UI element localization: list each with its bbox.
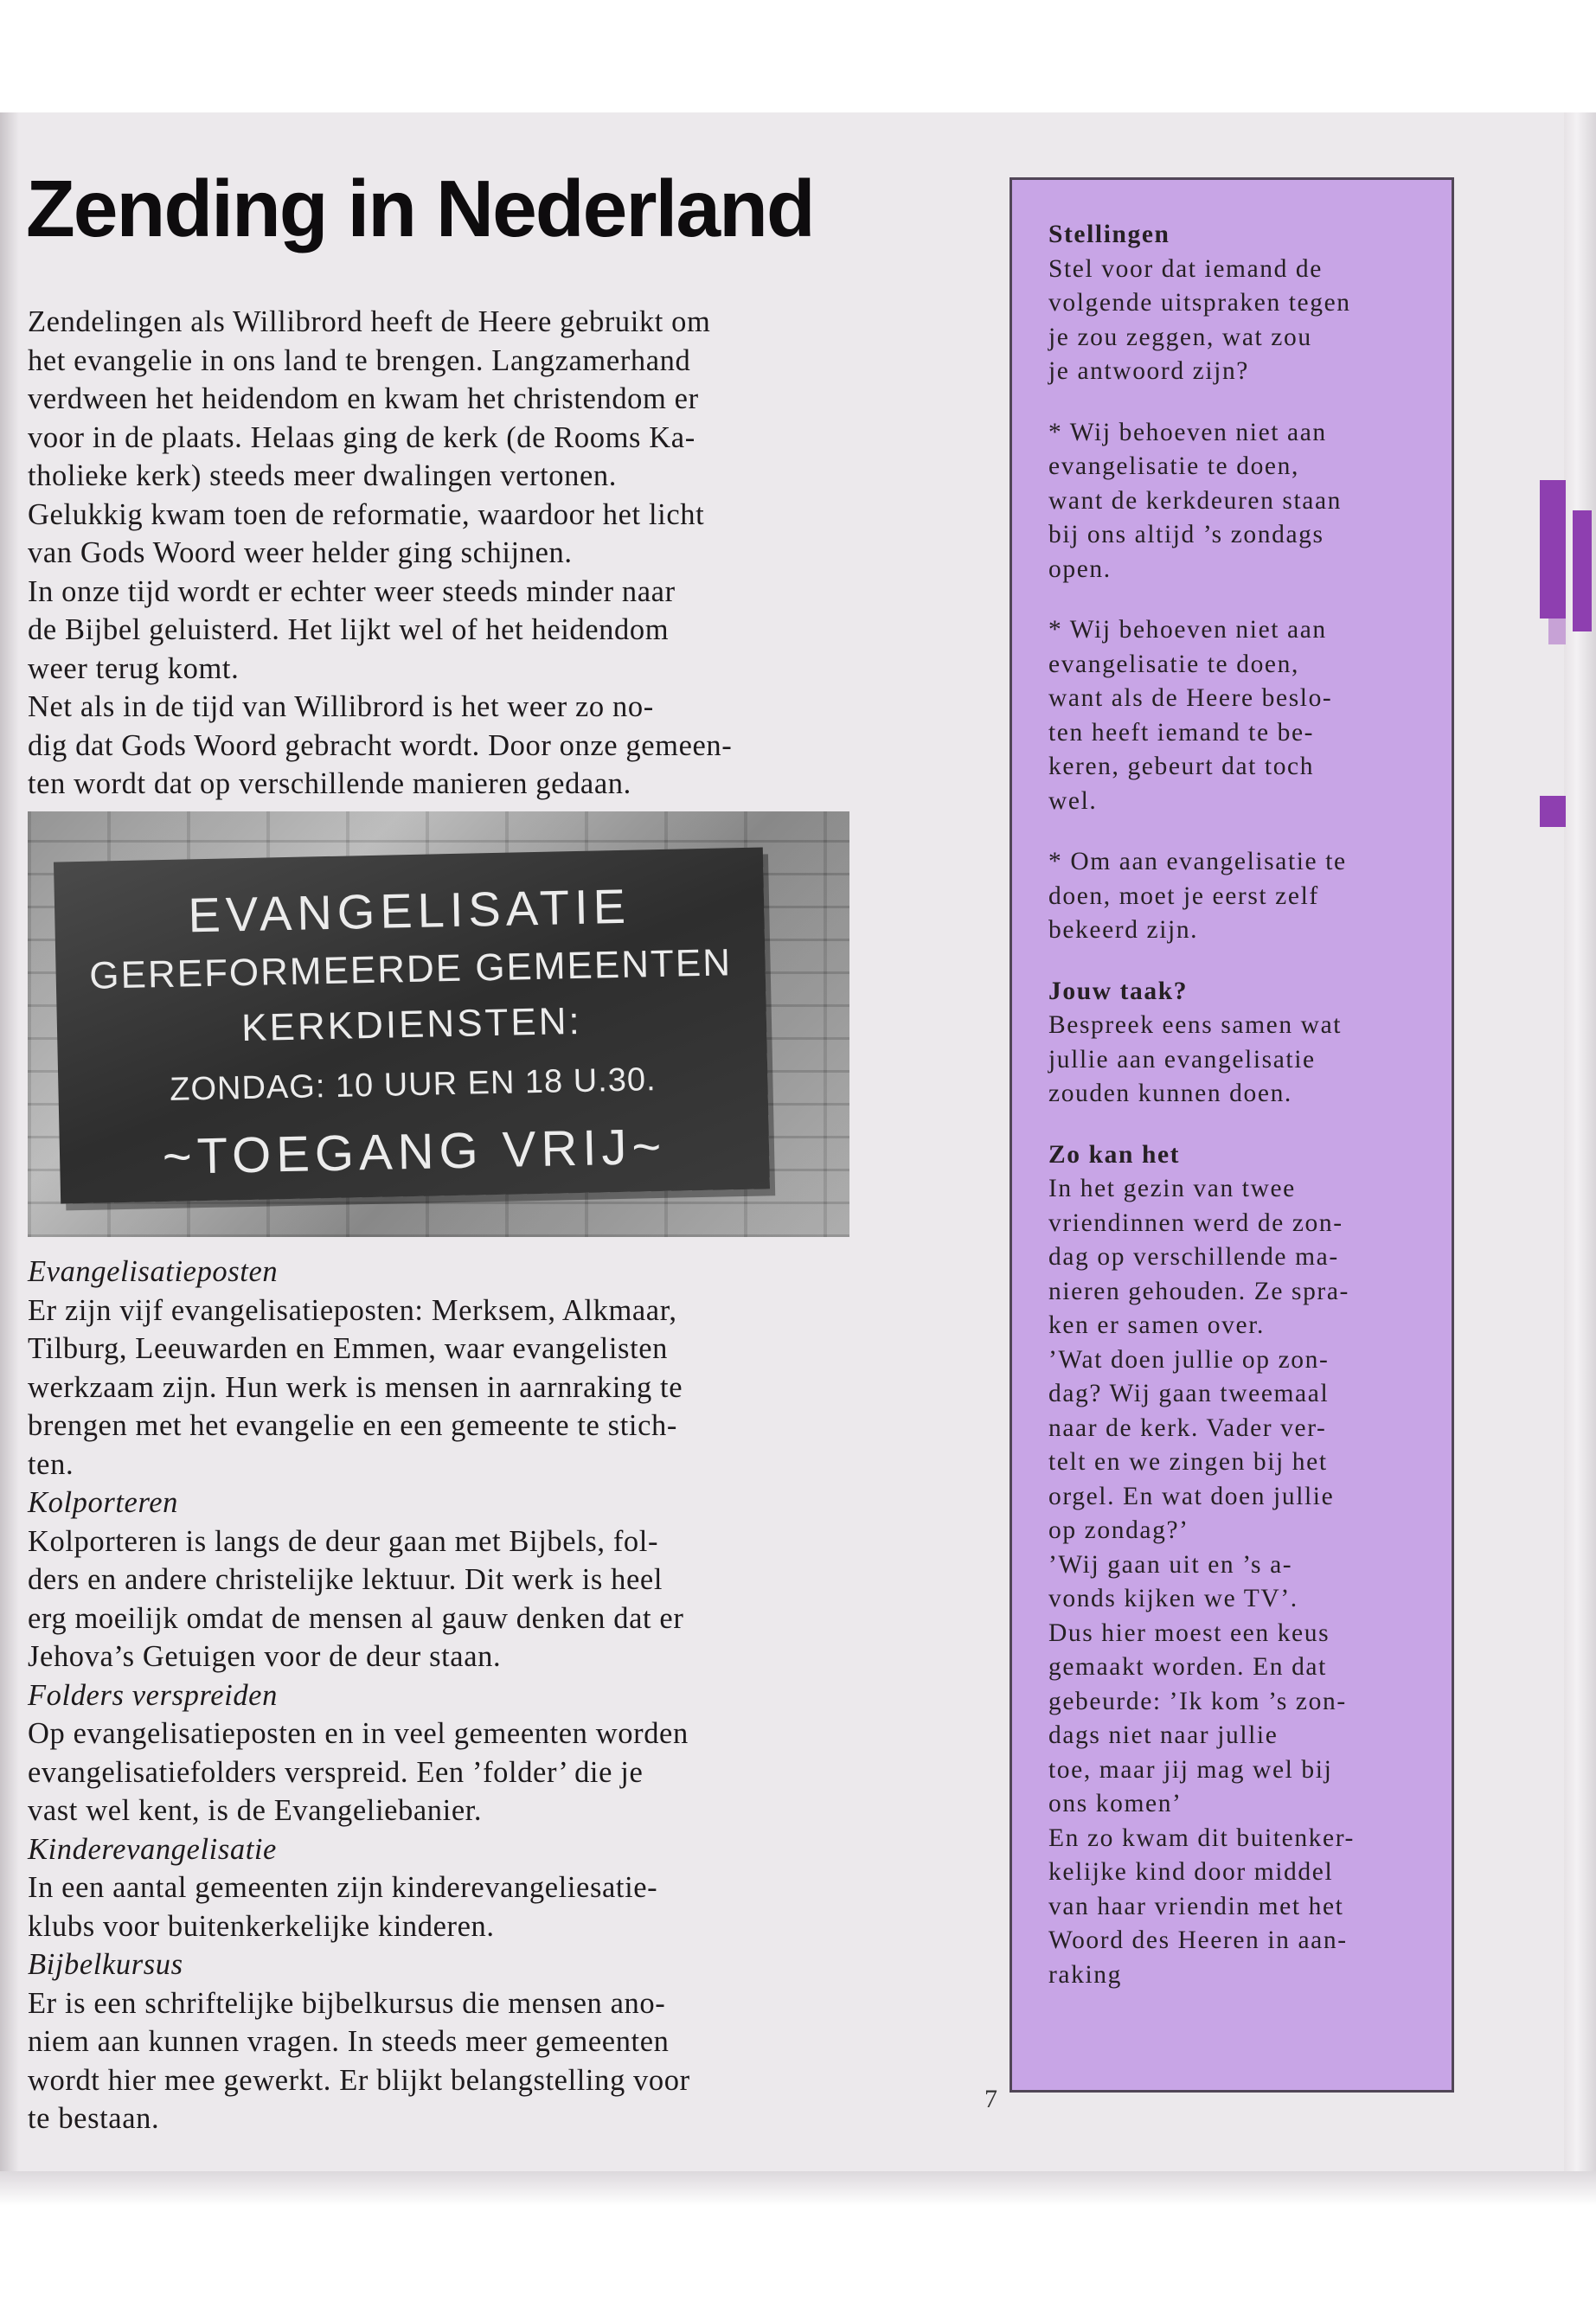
section-line: vast wel kent, is de Evangeliebanier. [28, 1794, 483, 1827]
intro-line: weer terug komt. [28, 651, 240, 685]
story-line: gemaakt worden. En dat [1048, 1653, 1327, 1681]
story-heading: Zo kan het [1048, 1140, 1181, 1169]
section-line: werkzaam zijn. Hun werk is mensen in aarnraking te [28, 1370, 683, 1404]
sidebar-line: je antwoord zijn? [1048, 357, 1249, 385]
task-line: zouden kunnen doen. [1048, 1080, 1292, 1107]
story-line: naar de kerk. Vader ver- [1048, 1413, 1327, 1442]
section-line: wordt hier mee gewerkt. Er blijkt belangstelling voor [28, 2063, 690, 2097]
sign-line: EVANGELISATIE [187, 878, 631, 943]
statement-line: want de kerkdeuren staan [1048, 486, 1343, 515]
page-bottom-shadow [0, 2171, 1596, 2206]
sidebar-line: Stel voor dat iemand de [1048, 254, 1323, 283]
sections-text [28, 1253, 910, 2138]
story-line: dag op verschillende ma- [1048, 1243, 1339, 1271]
sign-photo [28, 811, 849, 1237]
story-line: orgel. En wat doen jullie [1048, 1482, 1335, 1510]
statement-line: open. [1048, 554, 1112, 583]
statement-line: bij ons altijd ’s zondags [1048, 521, 1324, 548]
section-title: Kolporteren [28, 1486, 178, 1519]
story-line: nieren gehouden. Ze spra- [1048, 1277, 1349, 1305]
statement-line: evangelisatie te doen, [1048, 452, 1299, 480]
story-line: van haar vriendin met het [1048, 1892, 1344, 1920]
sidebar-line: je zou zeggen, wat zou [1048, 323, 1312, 351]
page-left-shadow [0, 112, 19, 2189]
statement-line: doen, moet je eerst zelf [1048, 881, 1319, 910]
intro-line: In onze tijd wordt er echter weer steeds minder naar [28, 574, 676, 608]
sign-line: GEREFORMEERDE GEMEENTEN [88, 941, 733, 997]
page-edge-strip [1564, 112, 1596, 2189]
story-line: ons komen’ [1048, 1790, 1183, 1817]
spacer [1048, 1112, 1429, 1138]
section-line: ders en andere christelijke lektuur. Dit werk is heel [28, 1563, 663, 1596]
task-heading: Jouw taak? [1048, 977, 1189, 1005]
story-line: vriendinnen werd de zon- [1048, 1208, 1343, 1237]
intro-line: van Gods Woord weer helder ging schijnen. [28, 536, 573, 569]
story-line: Dus hier moest een keus [1048, 1618, 1330, 1647]
section-title: Bijbelkursus [28, 1948, 183, 1981]
intro-line: het evangelie in ons land te brengen. Langzamerhand [28, 343, 691, 377]
section-line: Op evangelisatieposten en in veel gemeenten worden [28, 1717, 689, 1750]
story-line: telt en we zingen bij het [1048, 1448, 1328, 1476]
intro-line: Net als in de tijd van Willibrord is het weer zo no- [28, 690, 654, 723]
statement-line: * Wij behoeven niet aan [1048, 418, 1327, 446]
sidebar-content [1048, 218, 1429, 1992]
spacer [1048, 389, 1429, 416]
sidebar-box [1010, 177, 1454, 2093]
story-line: raking [1048, 1960, 1122, 1989]
section-line: niem aan kunnen vragen. In steeds meer gemeenten [28, 2025, 670, 2058]
section-line: erg moeilijk omdat de mensen al gauw denken dat er [28, 1601, 684, 1635]
task-line: Bespreek eens samen wat [1048, 1011, 1343, 1039]
sign-line: ZONDAG: 10 UUR EN 18 U.30. [169, 1061, 657, 1108]
section-line: ten. [28, 1447, 74, 1481]
page-number: 7 [984, 2085, 997, 2113]
sign-line: KERKDIENSTEN: [240, 999, 583, 1050]
intro-line: verdween het heidendom en kwam het christendom er [28, 382, 699, 415]
section-line: Tilburg, Leeuwarden en Emmen, waar evangelisten [28, 1332, 669, 1365]
story-line: ’Wij gaan uit en ’s a- [1048, 1550, 1293, 1579]
intro-line: Gelukkig kwam toen de reformatie, waardoor het licht [28, 497, 705, 531]
section-line: evangelisatiefolders verspreid. Een ’folder’ die je [28, 1755, 644, 1789]
statement-line: evangelisatie te doen, [1048, 650, 1299, 678]
statement-line: bekeerd zijn. [1048, 916, 1199, 944]
page-edge-tab [1548, 619, 1566, 644]
spacer [1048, 818, 1429, 845]
section-title: Evangelisatieposten [28, 1255, 279, 1288]
section-line: Er is een schriftelijke bijbelkursus die mensen ano- [28, 1986, 666, 2020]
page-edge-tab [1573, 510, 1592, 631]
statement-line: * Wij behoeven niet aan [1048, 616, 1327, 644]
statement-line: wel. [1048, 786, 1098, 815]
story-line: op zondag?’ [1048, 1516, 1189, 1544]
intro-text [28, 303, 910, 804]
story-line: En zo kwam dit buitenker- [1048, 1823, 1355, 1852]
story-line: dags niet naar jullie [1048, 1721, 1279, 1749]
page-title: Zending in Nederland [26, 163, 814, 253]
story-line: toe, maar jij mag wel bij [1048, 1755, 1333, 1784]
section-line: Er zijn vijf evangelisatieposten: Merksem, Alkmaar, [28, 1293, 677, 1327]
statement-line: * Om aan evangelisatie te [1048, 848, 1347, 875]
task-line: jullie aan evangelisatie [1048, 1045, 1316, 1074]
story-line: ’Wat doen jullie op zon- [1048, 1345, 1330, 1374]
intro-line: Zendelingen als Willibrord heeft de Heere gebruikt om [28, 305, 711, 338]
statement-line: want als de Heere beslo- [1048, 684, 1333, 712]
sign-line: ~TOEGANG VRIJ~ [162, 1118, 667, 1186]
intro-line: voor in de plaats. Helaas ging de kerk (de Rooms Ka- [28, 420, 695, 454]
section-line: Jehova’s Getuigen voor de deur staan. [28, 1640, 502, 1673]
story-line: ken er samen over. [1048, 1311, 1265, 1339]
section-line: te bestaan. [28, 2102, 160, 2135]
page-edge-tab [1540, 480, 1566, 619]
story-line: gebeurde: ’Ik kom ’s zon- [1048, 1687, 1347, 1715]
story-line: Woord des Heeren in aan- [1048, 1926, 1348, 1954]
section-line: brengen met het evangelie en een gemeente te stich- [28, 1409, 677, 1442]
evangelisatie-sign [54, 847, 770, 1203]
section-line: Kolporteren is langs de deur gaan met Bijbels, fol- [28, 1524, 659, 1558]
page-edge-tab [1540, 796, 1566, 827]
spacer [1048, 586, 1429, 613]
intro-line: tholieke kerk) steeds meer dwalingen vertonen. [28, 459, 617, 492]
stellingen-heading: Stellingen [1048, 221, 1170, 248]
story-line: kelijke kind door middel [1048, 1858, 1334, 1886]
story-line: In het gezin van twee [1048, 1175, 1296, 1202]
intro-line: ten wordt dat op verschillende manieren gedaan. [28, 767, 631, 800]
spacer [1048, 948, 1429, 975]
sidebar-line: volgende uitspraken tegen [1048, 289, 1351, 317]
statement-line: ten heeft iemand te be- [1048, 718, 1315, 747]
intro-line: dig dat Gods Woord gebracht wordt. Door onze gemeen- [28, 728, 733, 762]
statement-line: keren, gebeurt dat toch [1048, 753, 1315, 780]
section-title: Kinderevangelisatie [28, 1832, 277, 1866]
section-title: Folders verspreiden [28, 1678, 278, 1712]
intro-line: de Bijbel geluisterd. Het lijkt wel of het heidendom [28, 613, 670, 646]
story-line: dag? Wij gaan tweemaal [1048, 1380, 1330, 1407]
section-line: In een aantal gemeenten zijn kinderevangeliesatie- [28, 1871, 658, 1904]
section-line: klubs voor buitenkerkelijke kinderen. [28, 1909, 495, 1943]
story-line: vonds kijken we TV’. [1048, 1585, 1298, 1612]
